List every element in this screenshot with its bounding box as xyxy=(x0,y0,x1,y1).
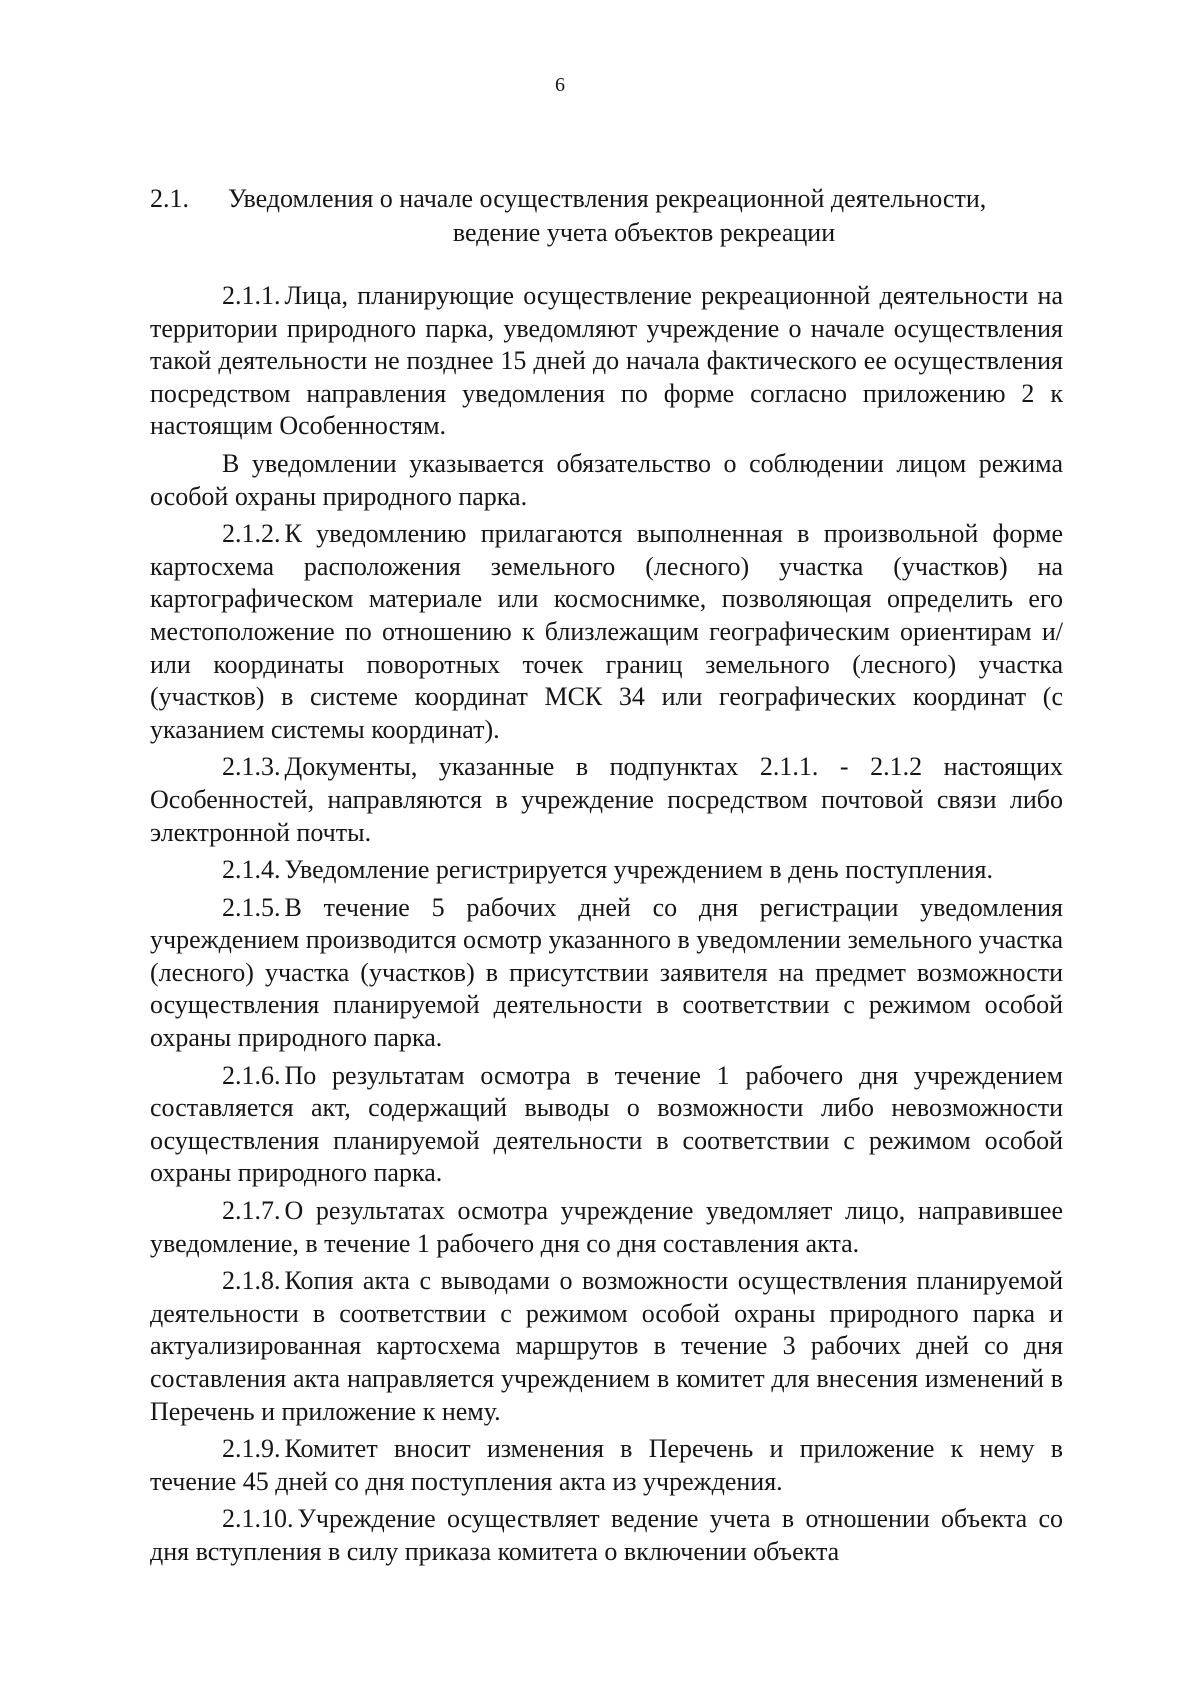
section-number: 2.1. xyxy=(150,184,189,213)
paragraph-2-1-7 xyxy=(150,1195,1063,1260)
paragraph-number: 2.1.4. xyxy=(222,855,281,885)
paragraph-text: О результатах осмотра учреждение уведомляет лицо, направившее уведомление, в течение 1 рабочего дня со дня составления акта. xyxy=(150,1196,1063,1258)
page-number: 6 xyxy=(555,74,565,96)
paragraph-2-1-3 xyxy=(150,751,1063,849)
document-body xyxy=(150,280,1063,1569)
paragraph-text: Лица, планирующие осуществление рекреационной деятельности на территории природного парка, уведомляют учреждение о начале осуществления такой деятельности не позднее 15 дней до начала фактического ее осуществления посредством направления уведомления по форме согласно приложению 2 к настоящим Особенностям. xyxy=(150,281,1063,441)
paragraph-number: 2.1.6. xyxy=(222,1060,281,1090)
paragraph-text: В уведомлении указывается обязательство о соблюдении лицом режима особой охраны природного парка. xyxy=(150,448,1063,511)
paragraph-2-1-1 xyxy=(150,280,1063,443)
paragraph-text: Копия акта с выводами о возможности осуществления планируемой деятельности в соответствии с режимом особой охраны природного парка и актуализированная картосхема маршрутов в течение 3 рабочих дней со дня составления акта направляется учреждением в комитет для внесения изменений в Перечень и приложение к нему. xyxy=(150,1266,1063,1426)
paragraph-2-1-9 xyxy=(150,1433,1063,1498)
paragraph-text: К уведомлению прилагаются выполненная в произвольной форме картосхема расположения земельного (лесного) участка (участков) на картографическом материале или космоснимке, позволяющая определить его местоположение по отношению к близлежащим географическим ориентирам и/или координаты поворотных точек границ земельного (лесного) участка (участков) в системе координат МСК 34 или географических координат (с указанием системы координат). xyxy=(150,519,1063,744)
paragraph-number: 2.1.8. xyxy=(222,1266,281,1296)
paragraph-text: Учреждение осуществляет ведение учета в отношении объекта со дня вступления в силу приказа комитета о включении объекта xyxy=(150,1504,1063,1566)
paragraph-number: 2.1.10. xyxy=(222,1504,294,1534)
paragraph-text: По результатам осмотра в течение 1 рабочего дня учреждением составляется акт, содержащий выводы о возможности либо невозможности осуществления планируемой деятельности в соответствии с режимом особой охраны природного парка. xyxy=(150,1060,1063,1188)
paragraph-text: Документы, указанные в подпунктах 2.1.1. - 2.1.2 настоящих Особенностей, направляются в учреждение посредством почтовой связи либо электронной почты. xyxy=(150,752,1063,847)
paragraph-number: 2.1.2. xyxy=(222,519,281,549)
section-title-line2: ведение учета объектов рекреации xyxy=(452,218,836,247)
paragraph-number: 2.1.3. xyxy=(222,752,281,782)
paragraph-2-1-6 xyxy=(150,1060,1063,1190)
paragraph-2-1-2 xyxy=(150,518,1063,746)
paragraph-number: 2.1.7. xyxy=(222,1196,281,1226)
paragraph-2-1-5 xyxy=(150,892,1063,1055)
paragraph-2-1-4 xyxy=(150,854,1063,887)
paragraph-number: 2.1.9. xyxy=(222,1434,281,1464)
paragraph-text: В течение 5 рабочих дней со дня регистрации уведомления учреждением производится осмотр указанного в уведомлении земельного участка (лесного) участка (участков) в присутствии заявителя на предмет возможности осуществления планируемой деятельности в соответствии с режимом особой охраны природного парка. xyxy=(150,892,1063,1053)
paragraph-number: 2.1.1. xyxy=(222,281,281,310)
section-heading xyxy=(150,182,1060,250)
paragraph-2-1-1-continued xyxy=(150,448,1063,513)
section-title-line1: Уведомления о начале осуществления рекреационной деятельности, xyxy=(228,184,987,213)
section-heading-line1 xyxy=(150,182,1060,216)
paragraph-text: Комитет вносит изменения в Перечень и приложение к нему в течение 45 дней со дня поступления акта из учреждения. xyxy=(150,1434,1063,1496)
paragraph-2-1-8 xyxy=(150,1265,1063,1428)
paragraph-2-1-10 xyxy=(150,1503,1063,1568)
paragraph-number: 2.1.5. xyxy=(222,892,281,922)
paragraph-text: Уведомление регистрируется учреждением в день поступления. xyxy=(284,855,993,885)
